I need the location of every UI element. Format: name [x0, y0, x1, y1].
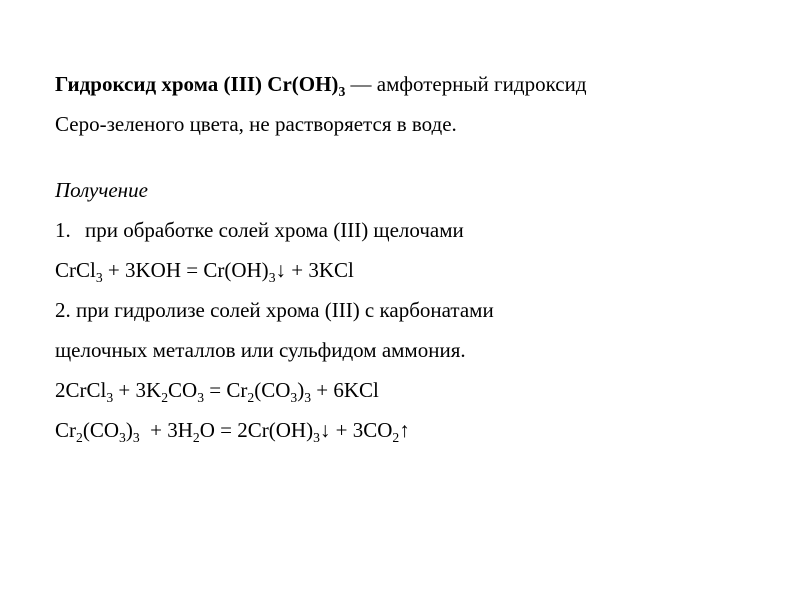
eq2-part: (CO: [254, 378, 291, 402]
eq3-part: (CO: [82, 418, 119, 442]
eq2-sub: 3: [304, 389, 312, 405]
eq2-sub: 2: [247, 389, 255, 405]
eq1-sub: 3: [268, 269, 276, 285]
equation-2: [55, 370, 775, 410]
eq3-sub: 3: [119, 429, 126, 445]
eq2-sub: 2: [161, 389, 169, 405]
eq2-sub: 3: [197, 389, 205, 405]
title-line: [55, 64, 775, 104]
eq2-part: 2CrCl: [55, 378, 107, 402]
eq1-sub: 3: [95, 269, 103, 285]
eq3-part: + 3H: [139, 418, 193, 442]
equation-3: [55, 410, 775, 450]
method-1: [55, 210, 775, 250]
method-2-line-1: 2. при гидролизе солей хрома (III) с карбонатами: [55, 298, 494, 322]
eq2-part: = Cr: [204, 378, 248, 402]
eq1-part: ↓ + 3KCl: [275, 258, 354, 282]
eq3-part: Cr: [55, 418, 76, 442]
slide-content: [55, 64, 775, 450]
method-1-text: при обработке солей хрома (III) щелочами: [85, 218, 464, 242]
eq3-sub: 2: [76, 429, 83, 445]
eq3-sub: 2: [192, 429, 200, 445]
method-1-number: 1.: [55, 218, 71, 242]
eq2-part: + 6KCl: [311, 378, 379, 402]
method-2-line-2: щелочных металлов или сульфидом аммония.: [55, 338, 466, 362]
eq3-part: ↑: [399, 418, 410, 442]
compound-formula: [267, 72, 346, 99]
eq3-sub: 3: [313, 429, 320, 445]
spacer: [55, 144, 775, 170]
description-line: Серо-зеленого цвета, не растворяется в воде.: [55, 112, 457, 136]
eq3-sub: 3: [132, 429, 140, 445]
eq2-part: + 3K: [113, 378, 162, 402]
compound-title: Гидроксид хрома (III): [55, 72, 263, 96]
eq3-sub: 2: [392, 429, 400, 445]
eq3-part: O = 2Cr(OH): [199, 418, 314, 442]
eq2-part: CO: [168, 378, 198, 402]
eq2-sub: 3: [290, 389, 298, 405]
eq3-part: ↓ + 3CO: [319, 418, 393, 442]
eq1-part: + 3KOH = Cr(OH): [102, 258, 269, 282]
title-description: — амфотерный гидроксид: [345, 72, 587, 96]
eq2-part: ): [297, 378, 305, 402]
formula-subscript: 3: [338, 83, 346, 99]
section-heading: Получение: [55, 178, 148, 202]
eq3-part: ): [125, 418, 133, 442]
formula-main: Cr(OH): [267, 72, 339, 96]
eq1-part: CrCl: [55, 258, 96, 282]
eq2-sub: 3: [106, 389, 114, 405]
equation-1: [55, 250, 775, 290]
